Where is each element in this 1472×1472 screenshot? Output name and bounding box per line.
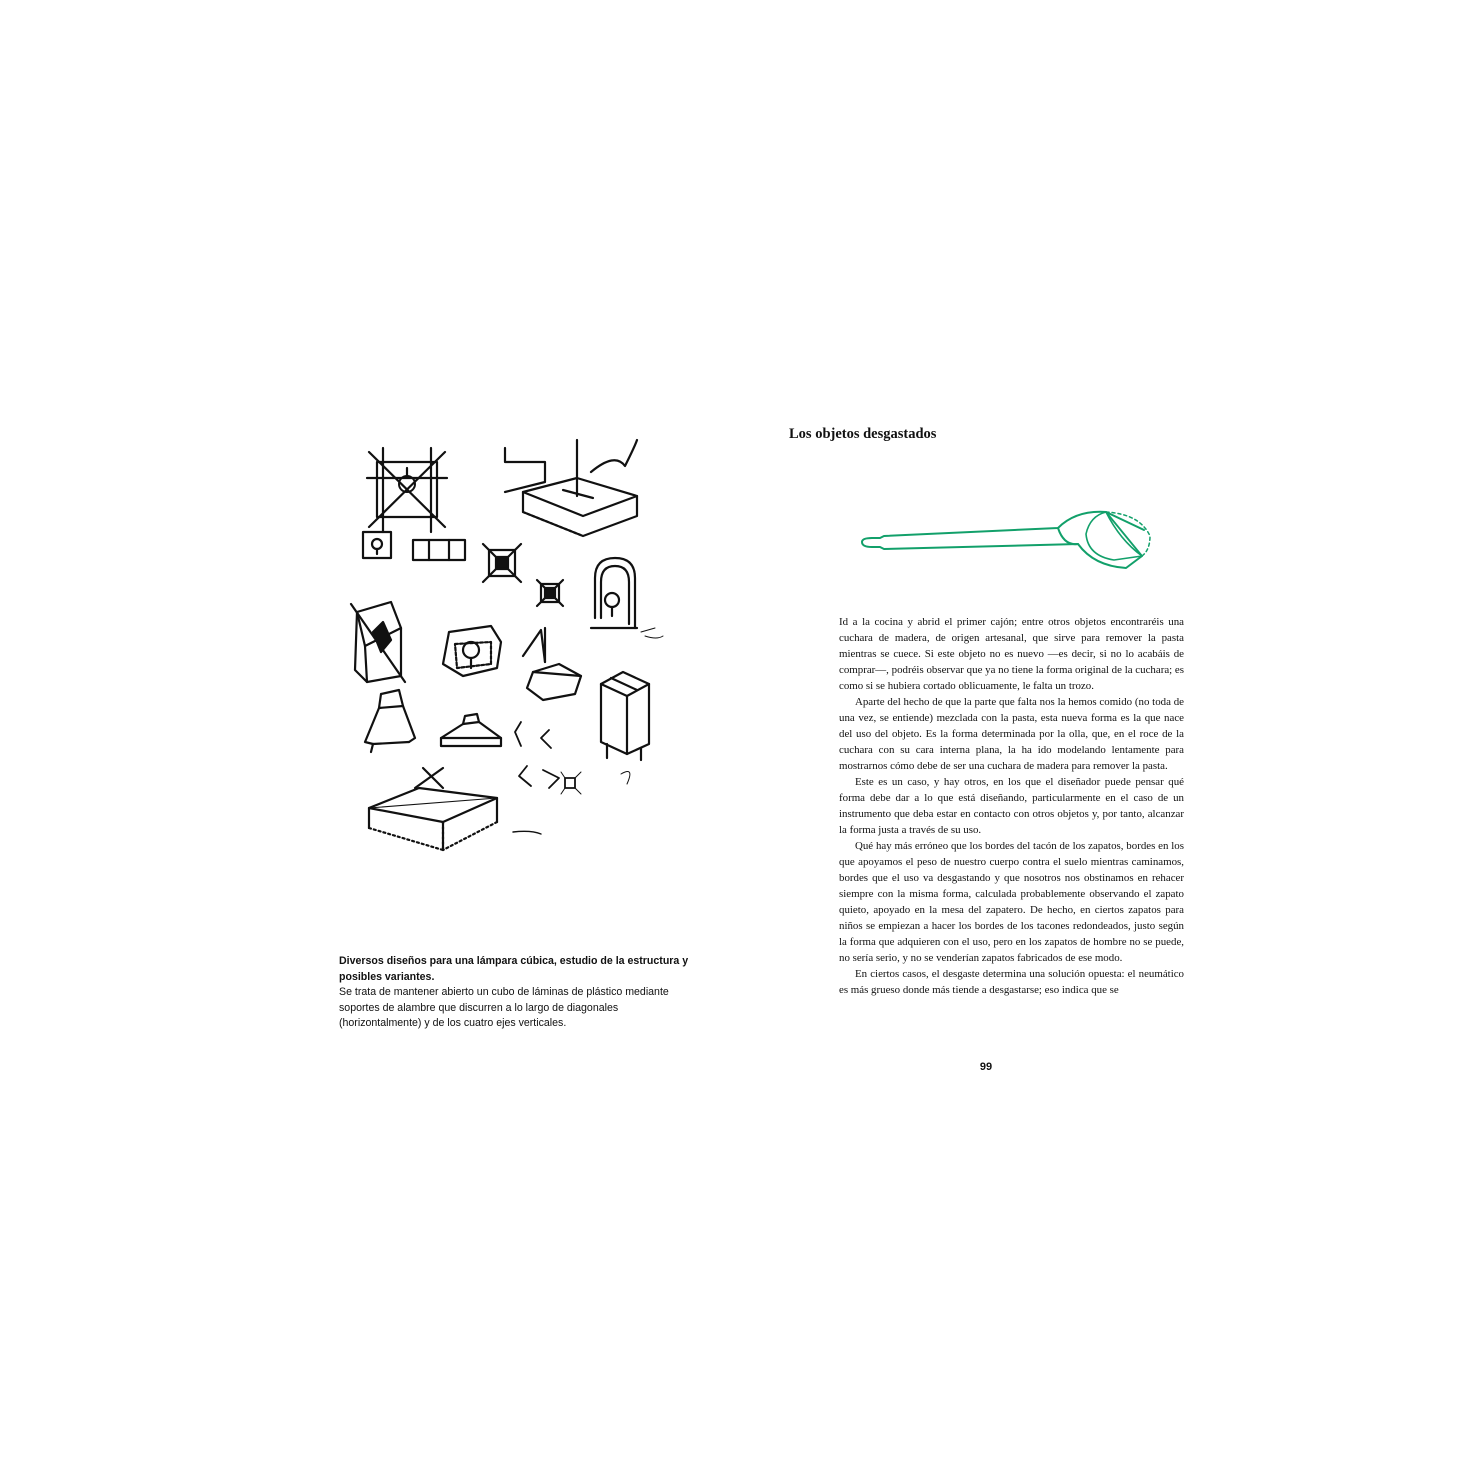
paragraph: Id a la cocina y abrid el primer cajón; entre otros objetos encontraréis una cuchara de madera, de origen artesanal, que sirve para remover la pasta mientras se cuece. Si este objeto no es nuevo —es decir, si no lo acabáis de comprar—, podréis observar que ya no tiene la forma original de la cuchara; es como si se hubiera cortado oblicuamente, le falta un trozo.: [839, 616, 1184, 692]
page-number: 99: [979, 1061, 993, 1073]
sketch-pyramid-lamp-2: [441, 714, 501, 746]
spoon-illustration: [858, 500, 1158, 582]
paragraph: En ciertos casos, el desgaste determina una solución opuesta: el neumático es más grueso donde más tiende a desgastarse; eso indica que se: [839, 968, 1184, 996]
caption-text: Se trata de mantener abierto un cubo de láminas de plástico mediante soportes de alambre que discurren a lo largo de diagonales (horizontalmente) y de los cuatro ejes verticales.: [339, 986, 669, 1029]
sketch-box-small-1: [363, 532, 391, 558]
sketch-box-on-legs: [601, 672, 649, 760]
sketch-hanging-lantern: [523, 628, 581, 700]
figure-caption: [339, 954, 689, 1032]
sketch-arch-lamp: [591, 558, 663, 638]
sketch-box-diag-1: [483, 544, 521, 582]
lamp-sketches-figure: [345, 432, 675, 862]
sketch-pyramid-lamp-1: [365, 690, 415, 752]
sketch-wire-pieces: [515, 722, 630, 794]
sketch-octagon-lamp: [443, 626, 501, 676]
paragraph: Aparte del hecho de que la parte que falta nos la hemos comido (no toda de una vez, se entiende) mezclada con la pasta, esta nueva forma es la que nace del uso del objeto. Es la forma determinada por la olla, que, en el roce de la cuchara con su cara interna plana, la ha ido modelando lentamente para mostrarnos cómo debe de ser una cuchara de madera para remover la pasta.: [839, 696, 1184, 772]
paragraph: Este es un caso, y hay otros, en los que el diseñador puede pensar qué forma debe dar a lo que está diseñando, particularmente en el caso de un instrumento que deba estar en contacto con otros objetos y, por tanto, alcanzar la forma justa a través de su uso.: [839, 776, 1184, 836]
body-text: [839, 614, 1184, 998]
caption-title: Diversos diseños para una lámpara cúbica, estudio de la estructura y posibles variantes.: [339, 955, 689, 983]
paragraph: Qué hay más erróneo que los bordes del tacón de los zapatos, bordes en los que apoyamos el peso de nuestro cuerpo contra el suelo mientras caminamos, bordes que el uso va desgastando y que nosotros nos obstinamos en rehacer siempre con la misma forma, calculada probablemente observando el zapato quieto, apoyado en la mesa del zapatero. De hecho, en ciertos zapatos para niños se empiezan a hacer los bordes de los tacones redondeados, justo según la forma que adquieren con el uso, pero en los zapatos de hombre no se puede, no sería serio, y no se venderían zapatos fabricados de ese modo.: [839, 840, 1184, 964]
sketch-flat-lamp: [505, 440, 637, 536]
sketch-cube-diamond: [351, 602, 405, 682]
section-title: Los objetos desgastados: [789, 426, 937, 442]
sketch-box-diag-2: [537, 580, 563, 606]
sketch-flat-box: [369, 768, 541, 850]
sketch-cube-lamp-1: [367, 448, 447, 532]
sketch-box-wide: [413, 540, 465, 560]
